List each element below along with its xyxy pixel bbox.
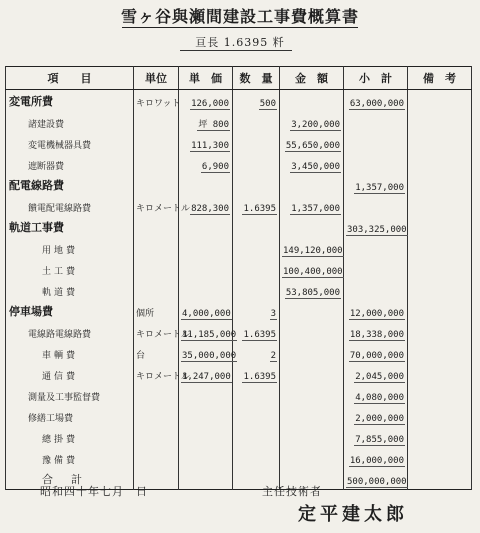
row-unit-price-value: 111,300: [191, 141, 229, 151]
row-amount: [280, 237, 344, 258]
row-subtotal-value: [403, 204, 405, 214]
row-subtotal-value: 303,325,000: [347, 225, 407, 235]
row-subtotal-value: 70,000,000: [349, 351, 404, 361]
row-remarks: [408, 153, 472, 174]
row-subtotal: [344, 216, 408, 237]
row-item: 諸建設費: [6, 111, 134, 132]
row-quantity: [233, 426, 280, 447]
row-quantity-value: [275, 435, 277, 445]
header-quantity: 数 量: [233, 67, 280, 90]
row-subtotal-value: 12,000,000: [349, 309, 404, 319]
row-unit: キロメートル: [134, 321, 179, 342]
row-unit-price-value: 4,000,000: [182, 309, 231, 319]
row-amount-value: [339, 393, 341, 403]
row-quantity-value: 1.6395: [243, 372, 276, 382]
row-unit-price-value: 坪 800: [198, 120, 229, 130]
row-unit-price: [179, 258, 233, 279]
row-subtotal-value: [403, 141, 405, 151]
subtitle-underline: [180, 50, 292, 51]
row-quantity: [233, 111, 280, 132]
row-subtotal-value: 2,000,000: [355, 414, 404, 424]
row-quantity: [233, 363, 280, 384]
row-unit-price: [179, 321, 237, 342]
row-remarks: [408, 216, 472, 237]
row-amount-value: 149,120,000: [283, 246, 343, 256]
row-amount-value: [339, 435, 341, 445]
row-item: 通信費: [6, 363, 134, 384]
row-unit-price: [179, 90, 233, 112]
row-quantity-value: [275, 183, 277, 193]
row-remarks: [408, 447, 472, 468]
row-quantity: [233, 384, 280, 405]
row-unit-price: [179, 447, 233, 468]
row-subtotal-value: 16,000,000: [349, 456, 404, 466]
row-quantity-value: [275, 414, 277, 424]
row-unit-price: [179, 279, 233, 300]
row-unit-price-value: 6,900: [201, 162, 229, 172]
row-quantity-value: 1.6395: [243, 204, 276, 214]
row-unit-price-value: [228, 414, 230, 424]
row-amount-value: [339, 372, 341, 382]
row-unit-price-value: [228, 225, 230, 235]
row-subtotal-value: 18,338,000: [349, 330, 404, 340]
row-unit-price: [179, 342, 237, 363]
row-unit-price: [179, 384, 233, 405]
row-item: 車輌費: [6, 342, 134, 363]
row-item: 用地費: [6, 237, 134, 258]
row-quantity: [233, 321, 280, 342]
table-row: [6, 363, 472, 384]
row-subtotal: [344, 342, 408, 363]
row-quantity-value: [275, 288, 277, 298]
row-remarks: [408, 174, 472, 195]
row-amount-value: 53,805,000: [285, 288, 340, 298]
row-amount-value: [339, 456, 341, 466]
row-subtotal: [344, 300, 408, 321]
table-row: [6, 90, 472, 112]
row-item: 總掛費: [6, 426, 134, 447]
row-item: 測量及工事監督費: [6, 384, 134, 405]
row-subtotal: [344, 258, 408, 279]
row-subtotal: [344, 153, 408, 174]
table-row: [6, 384, 472, 405]
row-quantity: [233, 237, 280, 258]
header-unit: 単位: [134, 67, 179, 90]
row-subtotal: [344, 132, 408, 153]
row-unit: キロワット: [134, 90, 179, 112]
row-unit-price: [179, 153, 233, 174]
row-item: 饋電配電線路費: [6, 195, 134, 216]
table-row: [6, 300, 472, 321]
row-unit: [134, 279, 179, 300]
row-quantity-value: [275, 267, 277, 277]
route-length: 亘長 1.6395 粁: [195, 36, 285, 49]
row-unit-price-value: [228, 183, 230, 193]
row-subtotal: [344, 468, 408, 490]
row-item: 配電線路費: [6, 174, 134, 195]
row-remarks: [408, 90, 472, 112]
row-remarks: [408, 405, 472, 426]
row-subtotal-value: [403, 162, 405, 172]
row-subtotal: [344, 363, 408, 384]
row-unit-price: [179, 111, 233, 132]
row-subtotal-value: [403, 120, 405, 130]
row-amount: [280, 111, 344, 132]
row-item: 電線路電線路費: [6, 321, 134, 342]
row-amount-value: 1,357,000: [291, 204, 340, 214]
row-unit-price-value: [228, 267, 230, 277]
row-quantity-value: 2: [270, 351, 276, 361]
row-unit-price-value: 35,000,000: [182, 351, 237, 361]
title-underline: [122, 27, 358, 28]
header-unit-price: 単 価: [179, 67, 233, 90]
row-unit: [134, 216, 179, 237]
table-row: [6, 174, 472, 195]
row-item: 変電機械器具費: [6, 132, 134, 153]
row-amount: [280, 363, 344, 384]
row-remarks: [408, 426, 472, 447]
row-quantity-value: [275, 246, 277, 256]
row-unit-price-value: [228, 246, 230, 256]
row-amount-value: [339, 309, 341, 319]
row-subtotal-value: [403, 246, 405, 256]
row-subtotal-value: 63,000,000: [349, 99, 404, 109]
row-subtotal-value: 4,080,000: [355, 393, 404, 403]
table-row: [6, 237, 472, 258]
row-subtotal-value: 7,855,000: [355, 435, 404, 445]
row-unit-price-value: [228, 393, 230, 403]
row-item: 合計: [6, 468, 134, 490]
row-unit: [134, 237, 179, 258]
row-unit: キロメートル: [134, 195, 179, 216]
table-row: [6, 216, 472, 237]
row-unit-price-value: [228, 477, 230, 487]
row-subtotal-value: 500,000,000: [347, 477, 407, 487]
header-subtotal: 小 計: [344, 67, 408, 90]
row-unit: [134, 153, 179, 174]
row-amount: [280, 258, 344, 279]
header-amount: 金 額: [280, 67, 344, 90]
row-amount: [280, 279, 344, 300]
row-quantity: [233, 195, 280, 216]
row-quantity: [233, 216, 280, 237]
row-unit-price-value: 126,000: [191, 99, 229, 109]
header-item: 項 目: [6, 67, 134, 90]
row-subtotal-value: [403, 267, 405, 277]
table-row: [6, 342, 472, 363]
row-remarks: [408, 111, 472, 132]
row-unit: [134, 426, 179, 447]
row-subtotal: [344, 447, 408, 468]
row-subtotal: [344, 195, 408, 216]
row-quantity: [233, 132, 280, 153]
row-unit: [134, 447, 179, 468]
row-item: 修繕工場費: [6, 405, 134, 426]
row-amount: [280, 426, 344, 447]
signature: 定平建太郎: [298, 504, 408, 525]
row-amount: [280, 90, 344, 112]
row-remarks: [408, 321, 472, 342]
row-subtotal-value: 2,045,000: [355, 372, 404, 382]
row-quantity-value: [275, 225, 277, 235]
row-amount-value: 100,400,000: [283, 267, 343, 277]
row-amount-value: [339, 351, 341, 361]
row-amount: [280, 132, 344, 153]
row-amount: [280, 384, 344, 405]
row-quantity-value: 3: [270, 309, 276, 319]
row-quantity: [233, 153, 280, 174]
row-unit-price-value: 11,185,000: [182, 330, 237, 340]
row-unit: [134, 405, 179, 426]
row-subtotal: [344, 279, 408, 300]
row-unit-price: [179, 132, 233, 153]
table-row: [6, 321, 472, 342]
row-subtotal: [344, 426, 408, 447]
row-item: 豫備費: [6, 447, 134, 468]
signer-role: 主任技術者: [262, 485, 322, 498]
row-remarks: [408, 132, 472, 153]
row-unit: [134, 132, 179, 153]
row-unit-price: [179, 216, 233, 237]
row-amount: [280, 153, 344, 174]
row-amount: [280, 216, 344, 237]
row-quantity-value: [275, 120, 277, 130]
cost-estimate-table: [5, 66, 472, 490]
row-quantity: [233, 342, 280, 363]
row-amount-value: [339, 414, 341, 424]
row-quantity-value: [275, 162, 277, 172]
row-unit-price-value: [228, 435, 230, 445]
row-unit: 個所: [134, 300, 179, 321]
row-remarks: [408, 237, 472, 258]
row-amount-value: [339, 225, 341, 235]
row-unit-price: [179, 405, 233, 426]
row-amount: [280, 174, 344, 195]
ledger-body: [6, 90, 472, 490]
row-subtotal: [344, 111, 408, 132]
row-amount-value: [339, 477, 341, 487]
document-title: 雪ヶ谷與瀬間建設工事費概算書: [120, 7, 359, 26]
row-unit-price-value: [228, 288, 230, 298]
table-row: [6, 153, 472, 174]
row-unit-price: [179, 237, 233, 258]
row-quantity: [233, 90, 280, 112]
row-unit: [134, 384, 179, 405]
table-row: [6, 132, 472, 153]
row-quantity-value: [275, 141, 277, 151]
row-quantity: [233, 279, 280, 300]
table-row: [6, 405, 472, 426]
table-row: [6, 195, 472, 216]
row-amount: [280, 300, 344, 321]
header-remarks: 備 考: [408, 67, 472, 90]
row-amount: [280, 321, 344, 342]
row-amount: [280, 405, 344, 426]
row-unit: [134, 174, 179, 195]
row-item: 軌道費: [6, 279, 134, 300]
row-quantity: [233, 258, 280, 279]
row-remarks: [408, 384, 472, 405]
table-row: [6, 279, 472, 300]
table-row: [6, 258, 472, 279]
table-row: [6, 447, 472, 468]
row-item: 遮断器費: [6, 153, 134, 174]
row-amount: [280, 342, 344, 363]
row-quantity: [233, 447, 280, 468]
row-item: 変電所費: [6, 90, 134, 112]
row-unit-price: [179, 300, 233, 321]
row-remarks: [408, 300, 472, 321]
row-subtotal: [344, 384, 408, 405]
row-quantity-value: 1.6395: [243, 330, 276, 340]
table-row: [6, 426, 472, 447]
row-quantity: [233, 174, 280, 195]
row-item: 軌道工事費: [6, 216, 134, 237]
row-remarks: [408, 468, 472, 490]
table-row: [6, 111, 472, 132]
row-quantity: [233, 300, 280, 321]
row-amount: [280, 447, 344, 468]
row-amount-value: 55,650,000: [285, 141, 340, 151]
row-quantity-value: [275, 393, 277, 403]
row-subtotal: [344, 405, 408, 426]
row-unit-price: [179, 426, 233, 447]
row-subtotal: [344, 174, 408, 195]
row-quantity-value: 500: [259, 99, 276, 109]
row-remarks: [408, 279, 472, 300]
row-quantity-value: [275, 456, 277, 466]
row-unit-price: [179, 468, 233, 490]
row-quantity: [233, 405, 280, 426]
row-amount-value: [339, 183, 341, 193]
row-subtotal: [344, 237, 408, 258]
row-remarks: [408, 363, 472, 384]
row-subtotal-value: 1,357,000: [355, 183, 404, 193]
row-unit-price-value: [228, 456, 230, 466]
row-unit-price: [179, 174, 233, 195]
row-subtotal: [344, 90, 408, 112]
row-amount-value: [339, 330, 341, 340]
row-amount-value: 3,450,000: [291, 162, 340, 172]
row-remarks: [408, 258, 472, 279]
row-amount-value: [339, 99, 341, 109]
row-unit: キロメートル: [134, 363, 179, 384]
row-remarks: [408, 342, 472, 363]
row-unit: [134, 258, 179, 279]
row-unit: 台: [134, 342, 179, 363]
row-amount-value: 3,200,000: [291, 120, 340, 130]
row-item: 土工費: [6, 258, 134, 279]
row-unit-price-value: 828,300: [191, 204, 229, 214]
row-unit-price-value: 1,247,000: [182, 372, 231, 382]
row-subtotal-value: [403, 288, 405, 298]
row-remarks: [408, 195, 472, 216]
row-amount: [280, 195, 344, 216]
row-item: 停車場費: [6, 300, 134, 321]
document-date: 昭和四十年七月 日: [40, 485, 148, 498]
row-unit-price: [179, 363, 233, 384]
header-row: [6, 67, 472, 90]
row-subtotal: [344, 321, 408, 342]
row-unit: [134, 111, 179, 132]
